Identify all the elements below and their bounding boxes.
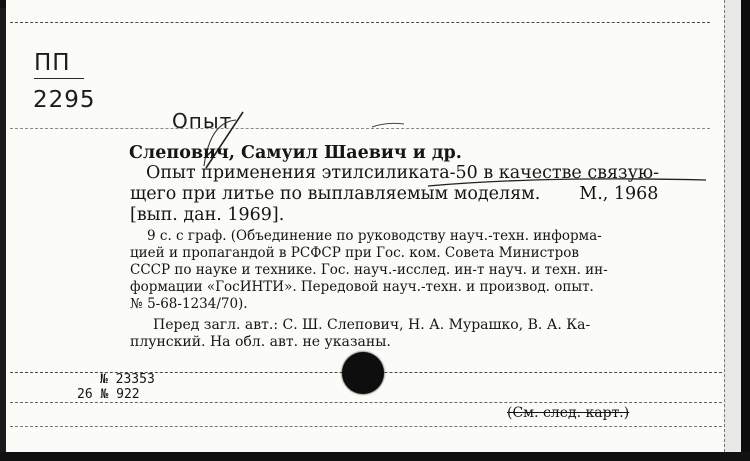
note-line: плунский. На обл. авт. не указаны. (130, 334, 391, 350)
title-line: [вып. дан. 1969]. (130, 205, 285, 225)
title-line: щего при литье по выплавляемым моделям. М., 1968 (130, 184, 659, 204)
note-line: Перед загл. авт.: С. Ш. Слепович, Н. А. Мурашко, В. А. Ка- (153, 317, 591, 333)
author-heading: Слепович, Самуил Шаевич и др. (129, 143, 462, 163)
pencil-squiggle (372, 123, 404, 127)
description-line: формации «ГосИНТИ». Передовой науч.-техн. и производ. опыт. (130, 279, 594, 295)
description-line: СССР по науке и технике. Гос. науч.-исслед. ин-т науч. и техн. ин- (130, 262, 608, 278)
title-line: Опыт применения этилсиликата-50 в качестве связую- (146, 163, 660, 183)
handwritten-note: Опыт (172, 109, 233, 133)
shelfmark-line1: ПП (34, 50, 71, 76)
description-line: № 5-68-1234/70). (130, 296, 248, 312)
description-line: цией и пропагандой в РСФСР при Гос. ком. Совета Министров (130, 245, 579, 261)
shelfmark-line2: 2295 (33, 87, 96, 113)
description-line: 9 с. с граф. (Объединение по руководству науч.-техн. информа- (147, 228, 602, 244)
stamp-number-2: 26 № 922 (77, 387, 140, 402)
continuation-note: (См. след. карт.) (507, 405, 630, 421)
stamp-number-1: № 23353 (100, 372, 155, 387)
punch-hole (342, 352, 384, 394)
